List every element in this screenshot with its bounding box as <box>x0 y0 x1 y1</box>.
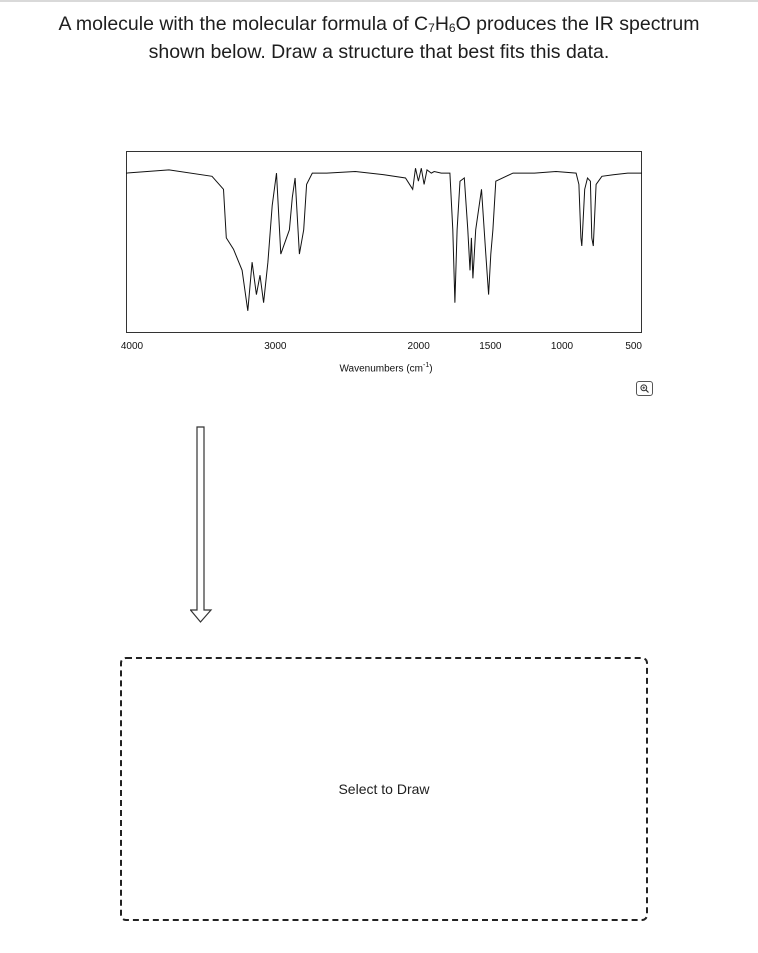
x-axis-label-close: ) <box>429 363 433 375</box>
zoom-in-icon <box>640 384 649 393</box>
down-arrow-icon <box>190 426 214 624</box>
select-to-draw-label: Select to Draw <box>338 781 430 797</box>
x-tick-label: 3000 <box>264 341 287 352</box>
question-text-line2: shown below. Draw a structure that best fits this data. <box>148 41 610 63</box>
x-tick-label: 500 <box>625 341 642 352</box>
x-tick-label: 2000 <box>407 341 430 352</box>
top-divider <box>0 0 758 2</box>
x-axis-label-sup: -1 <box>422 362 430 369</box>
x-tick-label: 4000 <box>120 341 144 352</box>
formula-subscript: 6 <box>448 21 456 35</box>
x-tick-label: 1000 <box>550 341 574 352</box>
x-axis-label-text: Wavenumbers (cm <box>339 363 423 375</box>
drawing-area[interactable] <box>120 657 648 921</box>
ir-spectrum-chart <box>126 151 642 333</box>
x-tick-label: 1500 <box>479 341 502 352</box>
question-text-part: O produces the IR spectrum <box>455 13 700 35</box>
plot-frame <box>127 152 642 333</box>
x-axis-label <box>339 362 432 374</box>
question-text-part: H <box>434 13 449 35</box>
question-text <box>20 10 738 66</box>
question-text-part: A molecule with the molecular formula of C <box>58 13 429 35</box>
formula-subscript: 7 <box>428 21 435 35</box>
zoom-button[interactable] <box>636 381 653 396</box>
